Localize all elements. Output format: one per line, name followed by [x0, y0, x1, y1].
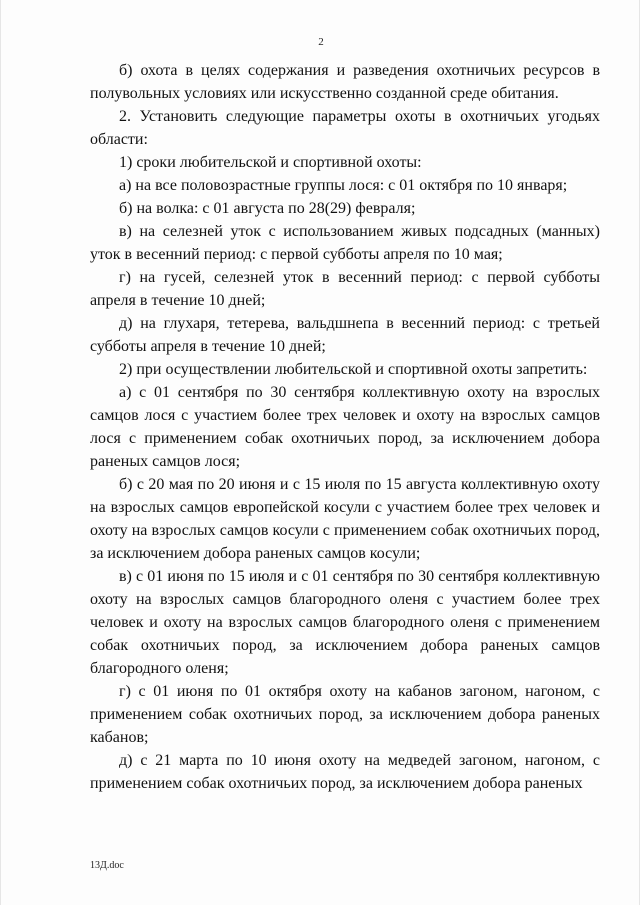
paragraph-2-1: 1) сроки любительской и спортивной охоты:	[119, 154, 422, 171]
paragraph-2-1a: а) на все половозрастные группы лося: с 01 октября по 10 января;	[119, 177, 568, 194]
paragraph-6b: б) охота в целях содержания и разведения охотничьих ресурсов в полувольных условиях или искусственно созданной среде обитания.	[90, 62, 600, 102]
paragraph-2: 2. Установить следующие параметры охоты в охотничьих угодьях области:	[90, 108, 600, 148]
paragraph-2-2: 2) при осуществлении любительской и спортивной охоты запретить:	[119, 361, 588, 378]
paragraph-2-2a: а) с 01 сентября по 30 сентября коллективную охоту на взрослых самцов лося с участием более трех человек и охоту на взрослых самцов лося с применением собак охотничьих пород, за исключением добора раненых самцов лося;	[90, 384, 600, 470]
file-name-footer: 13Д.doc	[90, 860, 124, 871]
paragraph-2-1v: в) на селезней уток с использованием живых подсадных (манных) уток в весенний период: с первой субботы апреля по 10 мая;	[90, 223, 600, 263]
paragraph-2-1b: б) на волка: с 01 августа по 28(29) февраля;	[119, 200, 416, 217]
page-number: 2	[318, 36, 324, 48]
document-body	[90, 59, 600, 795]
paragraph-2-1g: г) на гусей, селезней уток в весенний период: с первой субботы апреля в течение 10 дней;	[90, 269, 600, 309]
paragraph-2-2v: в) с 01 июня по 15 июля и с 01 сентября по 30 сентября коллективную охоту на взрослых самцов благородного оленя с участием более трех человек и охоту на взрослых самцов благородного оленя с применением собак охотничьих пород, за исключением добора раненых самцов благородного оленя;	[90, 568, 600, 677]
paragraph-2-2b: б) с 20 мая по 20 июня и с 15 июля по 15 августа коллективную охоту на взрослых самцов европейской косули с участием более трех человек и охоту на взрослых самцов косули с применением собак охотничьих пород, за исключением добора раненых самцов косули;	[90, 476, 600, 562]
paragraph-2-1d: д) на глухаря, тетерева, вальдшнепа в весенний период: с третьей субботы апреля в течение 10 дней;	[90, 315, 600, 355]
paragraph-2-2g: г) с 01 июня по 01 октября охоту на кабанов загоном, нагоном, с применением собак охотничьих пород, за исключением добора раненых кабанов;	[90, 683, 600, 746]
paragraph-2-2d: д) с 21 марта по 10 июня охоту на медведей загоном, нагоном, с применением собак охотничьих пород, за исключением добора раненых	[90, 752, 600, 792]
